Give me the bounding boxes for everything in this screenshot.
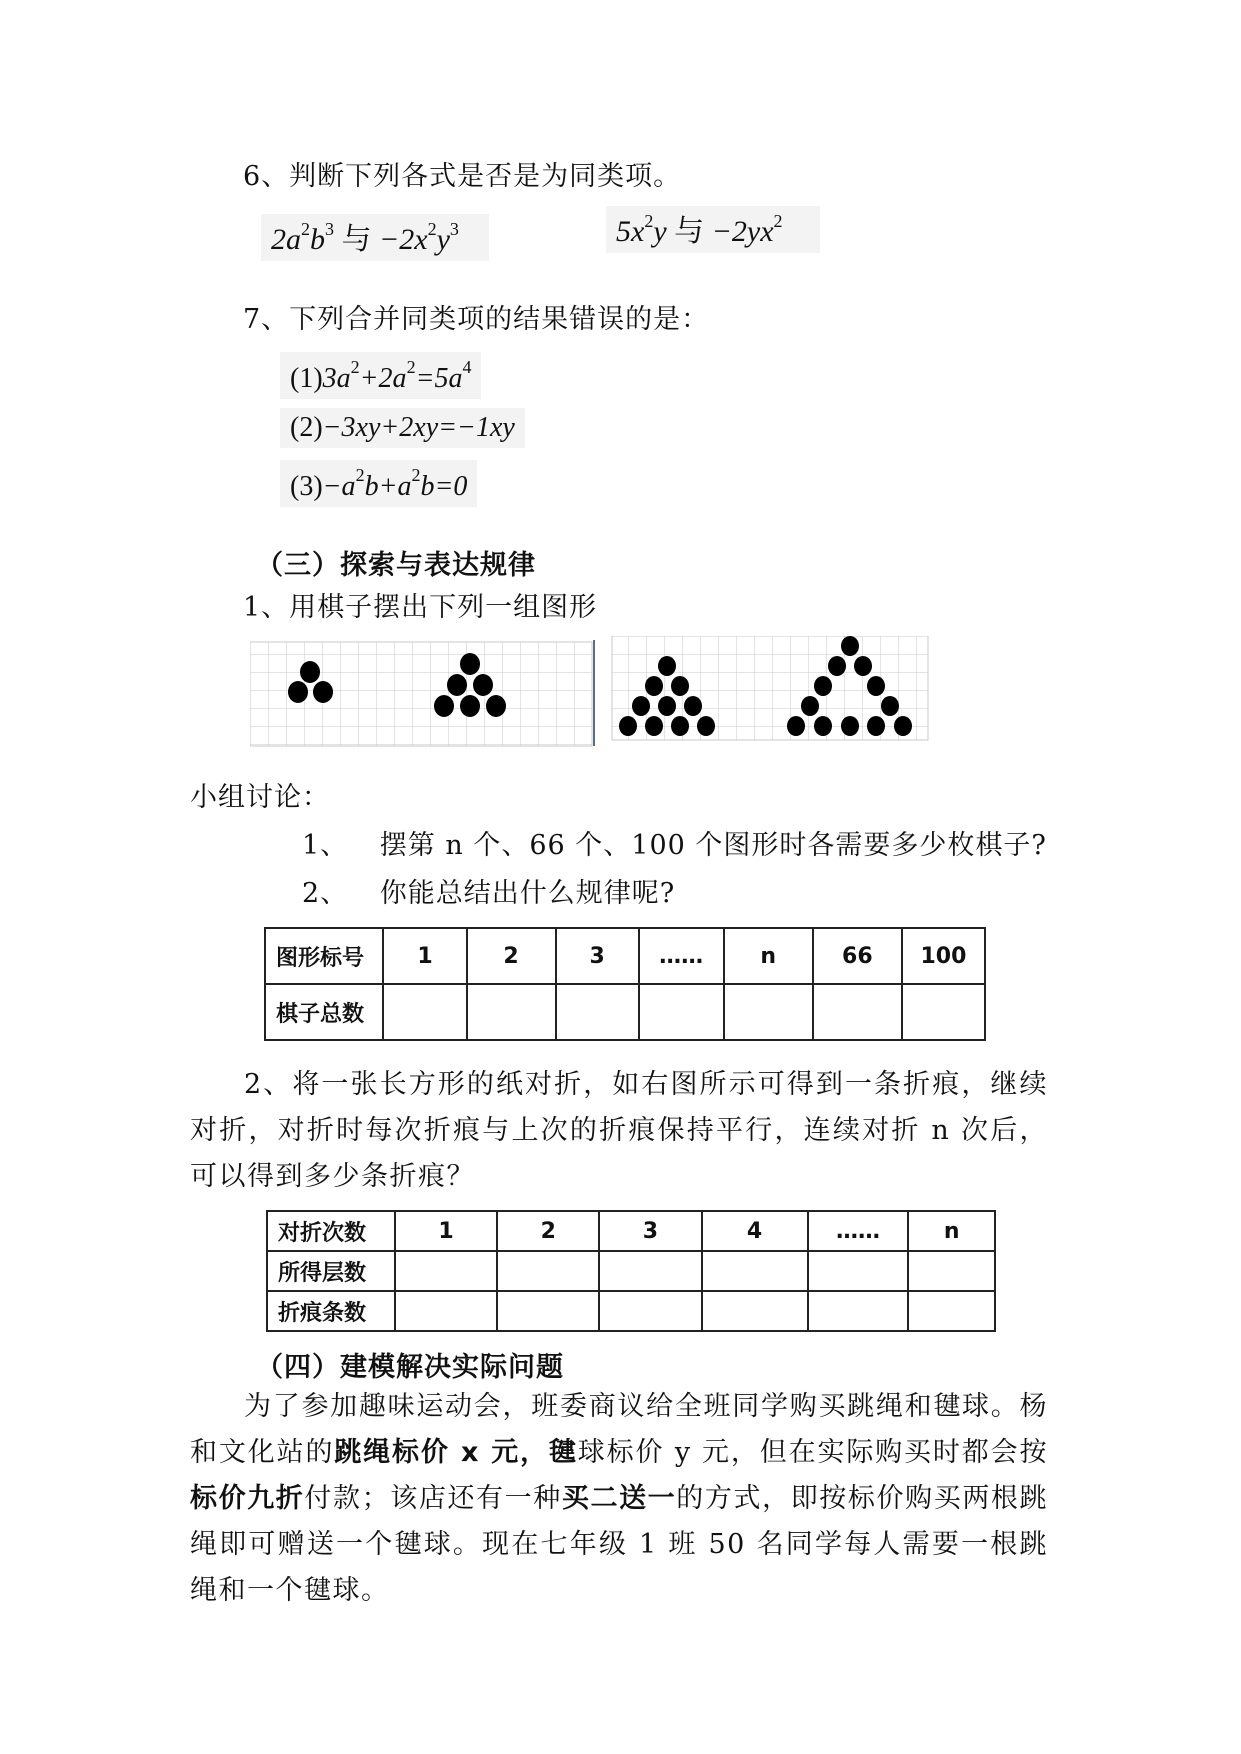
paragraph-text: 为了参加趣味运动会，班委商议给全班同学购买跳绳和毽球。杨和文化站的 bbox=[190, 1391, 1048, 1468]
chess-piece bbox=[658, 656, 676, 676]
chess-piece bbox=[619, 716, 637, 736]
chess-piece bbox=[841, 636, 859, 656]
chess-piece bbox=[447, 674, 467, 696]
table-cell bbox=[908, 1251, 995, 1291]
table-cell bbox=[395, 1251, 497, 1291]
table-header-cell: n bbox=[724, 928, 813, 984]
table-header-cell: n bbox=[908, 1211, 995, 1251]
math-expr: $-2x^2y^3$ bbox=[379, 219, 459, 256]
emphasis-text: 买二送一 bbox=[561, 1483, 677, 1514]
table-header-cell: …… bbox=[639, 928, 724, 984]
table-fold-count bbox=[266, 1210, 996, 1332]
chess-pieces-figure bbox=[250, 636, 930, 748]
table-cell bbox=[599, 1251, 701, 1291]
table-row bbox=[267, 1291, 995, 1331]
table-cell bbox=[599, 1291, 701, 1331]
math-expr: $2a^2b^3$ bbox=[271, 219, 334, 256]
table-cell bbox=[467, 984, 556, 1040]
chess-piece bbox=[632, 696, 650, 716]
table-header-cell: 4 bbox=[702, 1211, 808, 1251]
chess-piece bbox=[671, 716, 689, 736]
math-connector: 与 bbox=[341, 223, 372, 256]
chess-piece bbox=[787, 716, 805, 736]
table-header-row bbox=[265, 928, 985, 984]
table-cell bbox=[813, 984, 902, 1040]
chess-piece bbox=[814, 716, 832, 736]
emphasis-text: 标价九折 bbox=[190, 1483, 305, 1514]
chess-piece bbox=[828, 656, 846, 676]
chess-piece bbox=[434, 695, 454, 717]
chess-piece bbox=[313, 681, 333, 703]
table-cell bbox=[702, 1291, 808, 1331]
section-4-heading: （四）建模解决实际问题 bbox=[256, 1352, 564, 1383]
table-row bbox=[265, 984, 985, 1040]
table-row-label: 所得层数 bbox=[267, 1251, 395, 1291]
section-3-heading: （三）探索与表达规律 bbox=[256, 550, 536, 581]
question-number: 1、 bbox=[302, 830, 349, 861]
chess-piece bbox=[300, 661, 320, 683]
chess-piece bbox=[645, 716, 663, 736]
question-number: 2、 bbox=[302, 878, 349, 909]
table-header-cell: 对折次数 bbox=[267, 1211, 395, 1251]
math-item-1: $(1)3a^2+2a^2=5a^4$ bbox=[280, 352, 481, 399]
math-item-2: (2)−3xy+2xy=−1xy bbox=[280, 408, 525, 448]
paragraph-text: 付款；该店还有一种 bbox=[304, 1483, 562, 1514]
section-3-item-2: 2、将一张长方形的纸对折，如右图所示可得到一条折痕，继续对折，对折时每次折痕与上次的折痕保持平行，连续对折 n 次后，可以得到多少条折痕？ bbox=[190, 1069, 1048, 1192]
chess-piece bbox=[894, 716, 912, 736]
math-connector: 与 bbox=[674, 215, 705, 248]
table-row-label: 折痕条数 bbox=[267, 1291, 395, 1331]
table-cell bbox=[497, 1251, 599, 1291]
table-cell bbox=[902, 984, 985, 1040]
chess-piece bbox=[684, 696, 702, 716]
table-cell bbox=[383, 984, 466, 1040]
table-cell bbox=[908, 1291, 995, 1331]
math-pair-2 bbox=[606, 206, 820, 253]
chess-piece bbox=[801, 696, 819, 716]
chess-piece bbox=[288, 681, 308, 703]
math-expr: $5x^2y$ bbox=[616, 211, 667, 248]
paragraph-text: 的方式，即按标价购买两根跳绳即可赠送一个毽球。现在七年级 1 班 50 名同学每人需要一根跳绳和一个毽球。 bbox=[190, 1483, 1049, 1606]
table-cell bbox=[639, 984, 724, 1040]
table-cell bbox=[395, 1291, 497, 1331]
chess-piece bbox=[867, 716, 885, 736]
math-pair-1 bbox=[261, 214, 489, 261]
chess-piece bbox=[645, 676, 663, 696]
section-3-item-1: 1、用棋子摆出下列一组图形 bbox=[243, 592, 598, 623]
table-header-cell: 2 bbox=[467, 928, 556, 984]
section-4-paragraph bbox=[190, 1384, 1048, 1614]
chess-piece bbox=[486, 695, 506, 717]
question-7-text: 7、下列合并同类项的结果错误的是： bbox=[243, 304, 710, 335]
paragraph-text: 球标价 y 元，但在实际购买时都会按 bbox=[577, 1437, 1049, 1468]
table-header-cell: 3 bbox=[556, 928, 639, 984]
chess-piece bbox=[460, 653, 480, 675]
discussion-question-2 bbox=[302, 877, 675, 911]
discussion-question-1 bbox=[302, 829, 1047, 863]
table-header-cell: 1 bbox=[395, 1211, 497, 1251]
math-expr: $-2yx^2$ bbox=[711, 211, 783, 248]
table-figure-count bbox=[264, 927, 986, 1041]
table-header-row bbox=[267, 1211, 995, 1251]
table-row-label: 棋子总数 bbox=[265, 984, 383, 1040]
emphasis-text: 跳绳标价 x 元，毽 bbox=[334, 1437, 578, 1468]
chess-piece bbox=[671, 676, 689, 696]
question-6-text: 6、判断下列各式是否是为同类项。 bbox=[243, 161, 682, 192]
question-text: 摆第 n 个、66 个、100 个图形时各需要多少枚棋子? bbox=[379, 830, 1047, 861]
table-header-cell: 3 bbox=[599, 1211, 701, 1251]
chess-piece bbox=[867, 676, 885, 696]
table-cell bbox=[808, 1251, 909, 1291]
table-cell bbox=[556, 984, 639, 1040]
table-header-cell: 2 bbox=[497, 1211, 599, 1251]
math-item-3: $(3)-a^2b+a^2b=0$ bbox=[280, 460, 477, 507]
table-cell bbox=[702, 1251, 808, 1291]
question-text: 你能总结出什么规律呢? bbox=[379, 878, 676, 909]
table-cell bbox=[497, 1291, 599, 1331]
chess-piece bbox=[881, 696, 899, 716]
table-header-cell: …… bbox=[808, 1211, 909, 1251]
chess-piece bbox=[658, 696, 676, 716]
chess-piece bbox=[841, 716, 859, 736]
table-header-cell: 66 bbox=[813, 928, 902, 984]
table-header-cell: 图形标号 bbox=[265, 928, 383, 984]
chess-piece bbox=[814, 676, 832, 696]
table-header-cell: 100 bbox=[902, 928, 985, 984]
table-row bbox=[267, 1251, 995, 1291]
discussion-label: 小组讨论： bbox=[190, 782, 330, 813]
chess-piece bbox=[854, 656, 872, 676]
chess-piece bbox=[473, 674, 493, 696]
table-cell bbox=[724, 984, 813, 1040]
table-header-cell: 1 bbox=[383, 928, 466, 984]
chess-piece bbox=[697, 716, 715, 736]
chess-piece bbox=[460, 695, 480, 717]
table-cell bbox=[808, 1291, 909, 1331]
